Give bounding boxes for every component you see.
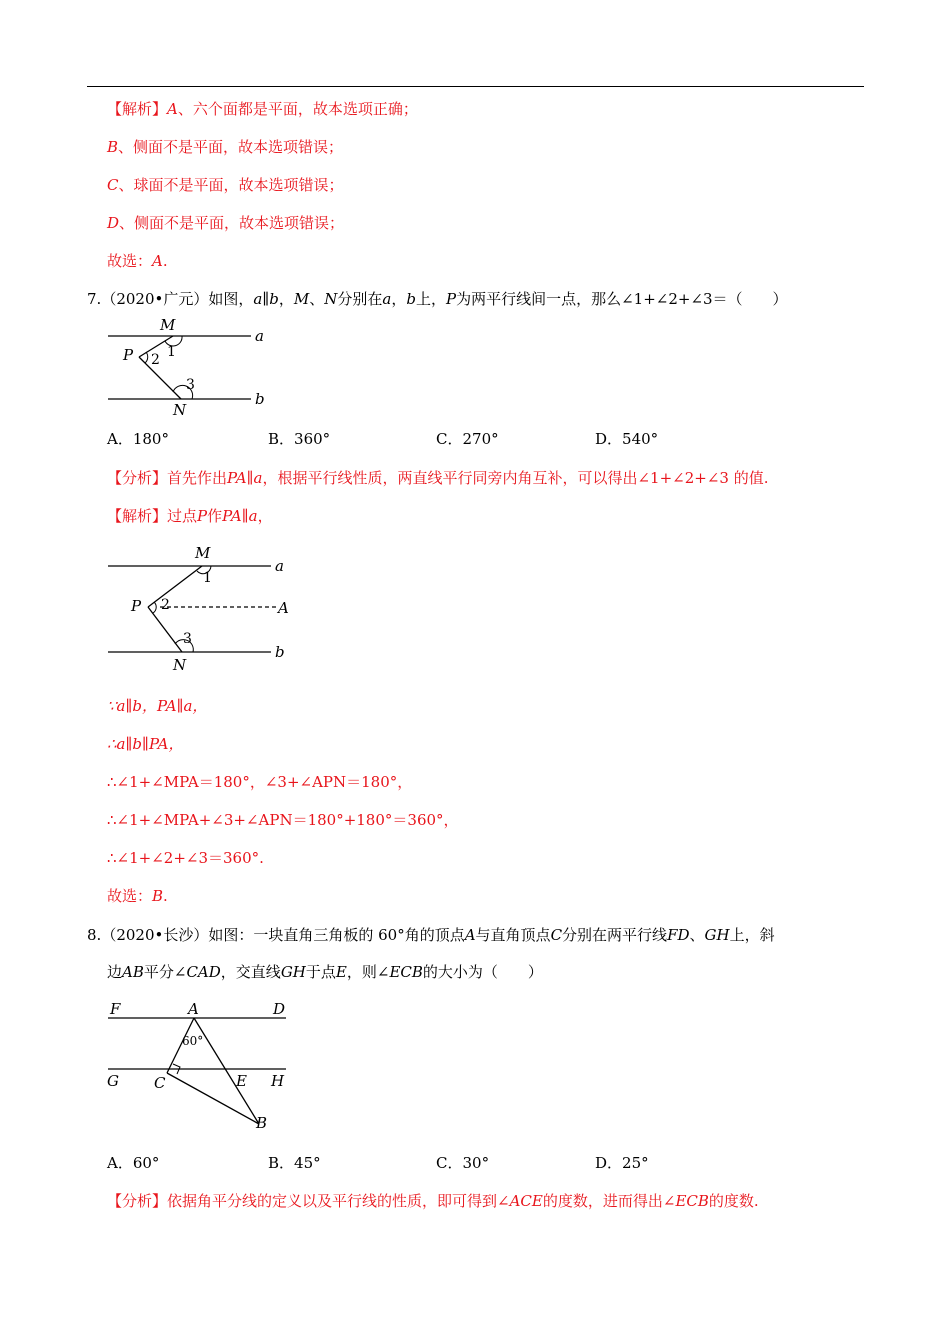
fig2-angle-2: 2: [161, 597, 170, 613]
fig2-label-N: N: [173, 656, 187, 674]
fig2-label-b: b: [275, 643, 285, 661]
q6-solution-line-b: B、侧面不是平面，故本选项错误；: [107, 138, 344, 156]
q7-option-b: B．360°: [268, 430, 331, 448]
header-rule: [87, 86, 864, 87]
q6-solution-line-d: D、侧面不是平面，故本选项错误；: [107, 214, 345, 232]
q7-option-a: A．180°: [107, 430, 169, 448]
q7-analysis: 【分析】首先作出PA∥a，根据平行线性质，两直线平行同旁内角互补，可以得出∠1+∠2+∠3 的值.: [107, 469, 769, 487]
q7-step-5: ∴∠1+∠2+∠3＝360°.: [107, 849, 264, 867]
fig2-label-a: a: [275, 557, 284, 575]
q8-option-b: B．45°: [268, 1154, 321, 1172]
fig1-label-M: M: [160, 316, 176, 334]
q8-option-a: A．60°: [107, 1154, 160, 1172]
q7-answer: 故选：B.: [107, 887, 168, 905]
q7-step-4: ∴∠1+∠MPA+∠3+∠APN＝180°+180°＝360°，: [107, 811, 459, 829]
fig8-label-F: F: [110, 1000, 121, 1018]
q7-option-c: C．270°: [436, 430, 499, 448]
q7-step-2: ∴a∥b∥PA，: [107, 735, 184, 753]
fig1-angle-3: 3: [186, 377, 195, 393]
q8-figure: [105, 996, 295, 1136]
fig1-angle-2: 2: [151, 352, 160, 368]
q7-option-d: D．540°: [595, 430, 659, 448]
fig8-label-E: E: [236, 1072, 247, 1090]
fig2-angle-3: 3: [183, 631, 192, 647]
fig2-label-A: A: [278, 599, 289, 617]
q8-analysis: 【分析】依据角平分线的定义以及平行线的性质，即可得到∠ACE的度数，进而得出∠ECB的度数.: [107, 1192, 759, 1210]
q8-option-d: D．25°: [595, 1154, 649, 1172]
q7-solution-intro: 【解析】过点P作PA∥a，: [107, 507, 273, 525]
q7-figure: [105, 314, 275, 420]
fig1-label-P: P: [123, 346, 134, 364]
fig1-label-N: N: [173, 401, 187, 419]
fig1-label-b: b: [255, 390, 265, 408]
q7-step-3: ∴∠1+∠MPA＝180°，∠3+∠APN＝180°，: [107, 773, 413, 791]
q7-stem: 7.（2020•广元）如图，a∥b，M、N分别在a，b上，P为两平行线间一点，那么∠1+∠2+∠3＝（ ）: [87, 290, 788, 308]
fig2-label-P: P: [131, 597, 142, 615]
fig8-label-H: H: [271, 1072, 285, 1090]
q6-solution-line-a: 【解析】A、六个面都是平面，故本选项正确；: [107, 100, 418, 118]
q8-stem-line-2: 边AB平分∠CAD，交直线GH于点E，则∠ECB的大小为（ ）: [107, 963, 543, 981]
fig8-angle-60: 60°: [182, 1034, 204, 1048]
fig8-label-C: C: [154, 1074, 166, 1092]
q6-answer: 故选：A.: [107, 252, 168, 270]
fig8-label-G: G: [107, 1072, 119, 1090]
q6-solution-line-c: C、球面不是平面，故本选项错误；: [107, 176, 344, 194]
q7-solution-figure: [105, 540, 295, 674]
q7-step-1: ∵a∥b，PA∥a，: [107, 697, 208, 715]
fig2-angle-1: 1: [203, 570, 212, 586]
fig1-label-a: a: [255, 327, 264, 345]
q8-option-c: C．30°: [436, 1154, 490, 1172]
fig8-label-B: B: [256, 1114, 268, 1132]
fig8-label-A: A: [188, 1000, 199, 1018]
fig1-angle-1: 1: [167, 344, 176, 360]
q8-stem-line-1: 8.（2020•长沙）如图：一块直角三角板的 60°角的顶点A与直角顶点C分别在两平行线FD、GH上，斜: [87, 926, 775, 944]
fig8-label-D: D: [273, 1000, 286, 1018]
fig2-label-M: M: [195, 544, 211, 562]
